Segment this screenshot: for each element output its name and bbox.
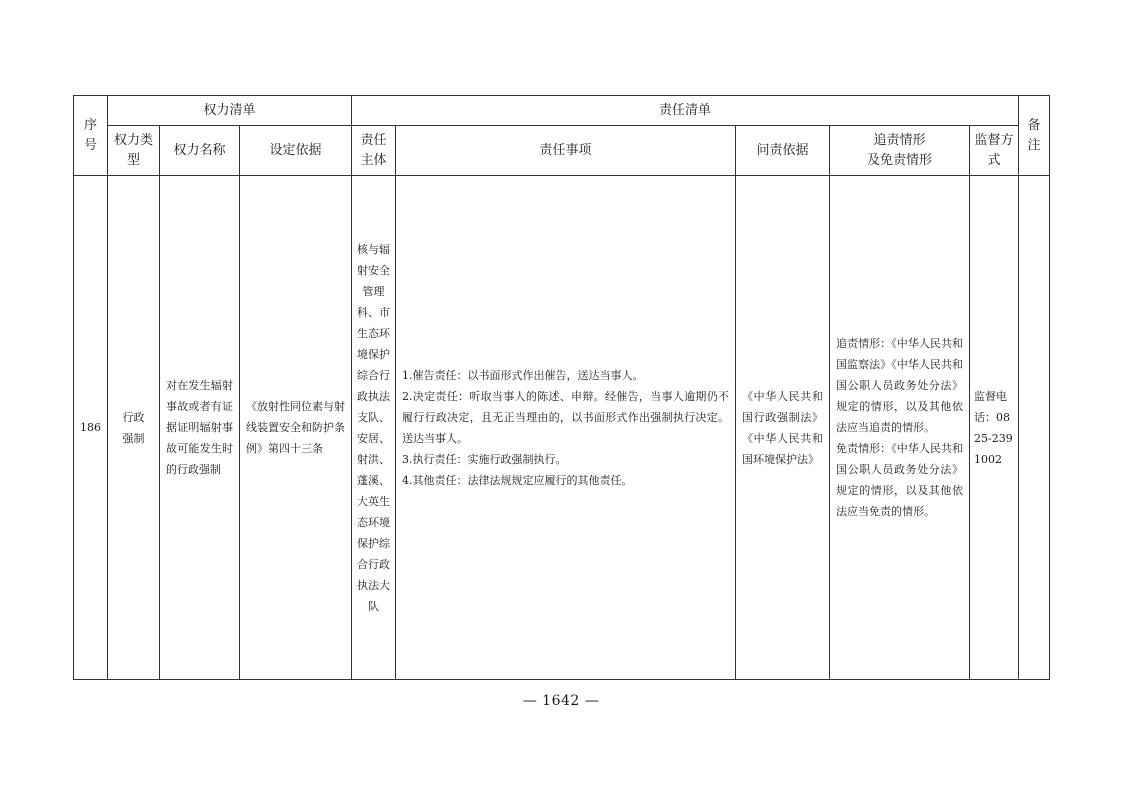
- header-supervision: 监督方式: [970, 126, 1019, 176]
- row-matters: [396, 176, 736, 680]
- row-basis: 《放射性同位素与射线装置安全和防护条例》第四十三条: [240, 176, 352, 680]
- header-accountability-basis: 问责依据: [736, 126, 830, 176]
- situation-item: 免责情形：《中华人民共和国公职人员政务处分法》规定的情形，以及其他依法应当免责的情形。: [836, 442, 963, 518]
- header-situations: 追责情形 及免责情形: [830, 126, 970, 176]
- header-power-type: 权力类型: [108, 126, 160, 176]
- header-power-list: 权力清单: [108, 96, 352, 126]
- header-subject: 责任主体: [352, 126, 396, 176]
- header-power-name: 权力名称: [160, 126, 240, 176]
- header-seq: 序号: [74, 96, 108, 176]
- row-power-name: 对在发生辐射事故或者有证据证明辐射事故可能发生时的行政强制: [160, 176, 240, 680]
- matter-item: 1.催告责任：以书面形式作出催告，送达当事人。: [402, 368, 644, 382]
- header-basis: 设定依据: [240, 126, 352, 176]
- page-number: [0, 693, 1122, 709]
- header-row-2: [74, 126, 1050, 176]
- header-matters: 责任事项: [396, 126, 736, 176]
- row-situations: [830, 176, 970, 680]
- row-remarks: [1019, 176, 1050, 680]
- matter-item: 2.决定责任：听取当事人的陈述、申辩。经催告，当事人逾期仍不履行行政决定，且无正当理由的，以书面形式作出强制执行决定。送达当事人。: [402, 389, 729, 445]
- matter-item: 3.执行责任：实施行政强制执行。: [402, 452, 567, 466]
- header-row-1: [74, 96, 1050, 126]
- header-responsibility-list: 责任清单: [352, 96, 1019, 126]
- row-subject: 核与辐射安全管理科、市生态环境保护综合行政执法支队、安居、射洪、蓬溪、大英生态环境保护综合行政执法大队: [352, 176, 396, 680]
- row-supervision: 监督电话：0825-2391002: [970, 176, 1019, 680]
- matter-item: 4.其他责任：法律法规规定应履行的其他责任。: [402, 473, 633, 487]
- header-remarks: 备注: [1019, 96, 1050, 176]
- row-power-type: 行政强制: [108, 176, 160, 680]
- situation-item: 追责情形：《中华人民共和国监察法》《中华人民共和国公职人员政务处分法》规定的情形，以及其他依法应当追责的情形。: [836, 337, 963, 434]
- page-number-text: — 1642 —: [522, 693, 600, 709]
- table-row: [74, 176, 1050, 680]
- responsibility-table: [73, 95, 1050, 680]
- row-accountability-basis: 《中华人民共和国行政强制法》《中华人民共和国环境保护法》: [736, 176, 830, 680]
- row-seq: 186: [74, 176, 108, 680]
